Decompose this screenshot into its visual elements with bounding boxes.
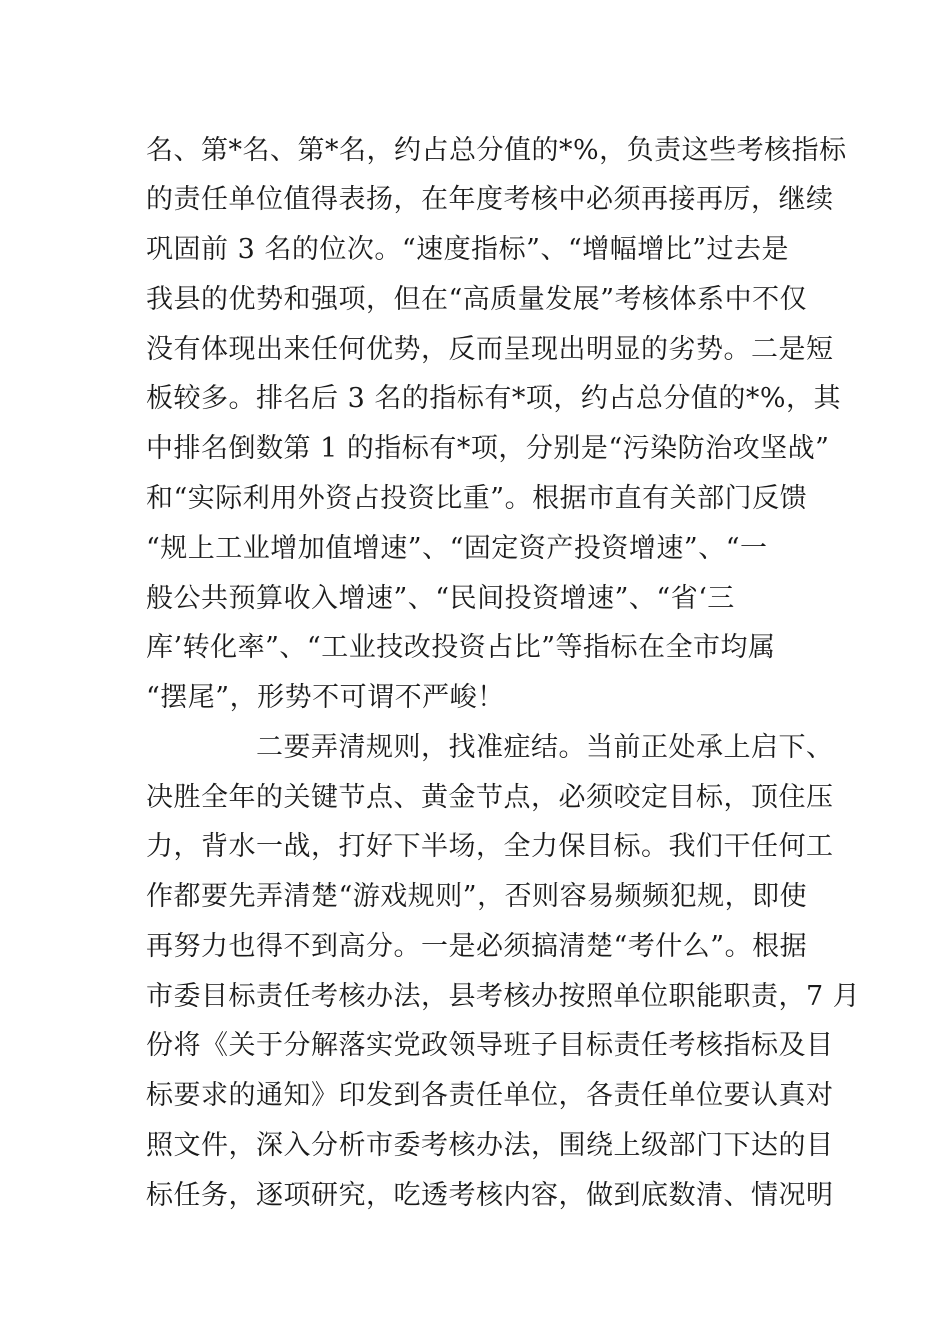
text-line: 中排名倒数第 1 的指标有*项，分别是“污染防治攻坚战” [146, 433, 830, 464]
text-line: 名、第*名、第*名，约占总分值的*%，负责这些考核指标 [146, 135, 847, 166]
text-line: 标要求的通知》印发到各责任单位，各责任单位要认真对 [146, 1080, 834, 1111]
text-line: 没有体现出来任何优势，反而呈现出明显的劣势。二是短 [146, 334, 834, 365]
text-line: 般公共预算收入增速”、“民间投资增速”、“省‘三 [146, 583, 735, 614]
text-line: 巩固前 3 名的位次。“速度指标”、“增幅增比”过去是 [146, 234, 790, 265]
text-line: “摆尾”，形势不可谓不严峻！ [146, 682, 505, 713]
text-line: 和“实际利用外资占投资比重”。根据市直有关部门反馈 [146, 483, 808, 514]
text-line: 作都要先弄清楚“游戏规则”，否则容易频频犯规，即使 [146, 881, 808, 912]
text-line: 的责任单位值得表扬，在年度考核中必须再接再厉，继续 [146, 184, 834, 215]
text-line: 标任务，逐项研究，吃透考核内容，做到底数清、情况明 [146, 1180, 834, 1211]
text-line: “规上工业增加值增速”、“固定资产投资增速”、“一 [146, 533, 768, 564]
text-line: 照文件，深入分析市委考核办法，围绕上级部门下达的目 [146, 1130, 834, 1161]
text-line: 决胜全年的关键节点、黄金节点，必须咬定目标，顶住压 [146, 782, 834, 813]
text-line: 份将《关于分解落实党政领导班子目标责任考核指标及目 [146, 1030, 834, 1061]
text-line: 板较多。排名后 3 名的指标有*项，约占总分值的*%，其 [146, 383, 841, 414]
text-line: 市委目标责任考核办法，县考核办按照单位职能职责，7 月 [146, 981, 861, 1012]
paragraph-start-line: 二要弄清规则，找准症结。当前正处承上启下、 [256, 732, 834, 763]
text-line: 库’转化率”、“工业技改投资占比”等指标在全市均属 [146, 632, 776, 663]
text-line: 再努力也得不到高分。一是必须搞清楚“考什么”。根据 [146, 931, 808, 962]
text-line: 我县的优势和强项，但在“高质量发展”考核体系中不仅 [146, 284, 808, 315]
text-line: 力，背水一战，打好下半场，全力保目标。我们干任何工 [146, 831, 834, 862]
